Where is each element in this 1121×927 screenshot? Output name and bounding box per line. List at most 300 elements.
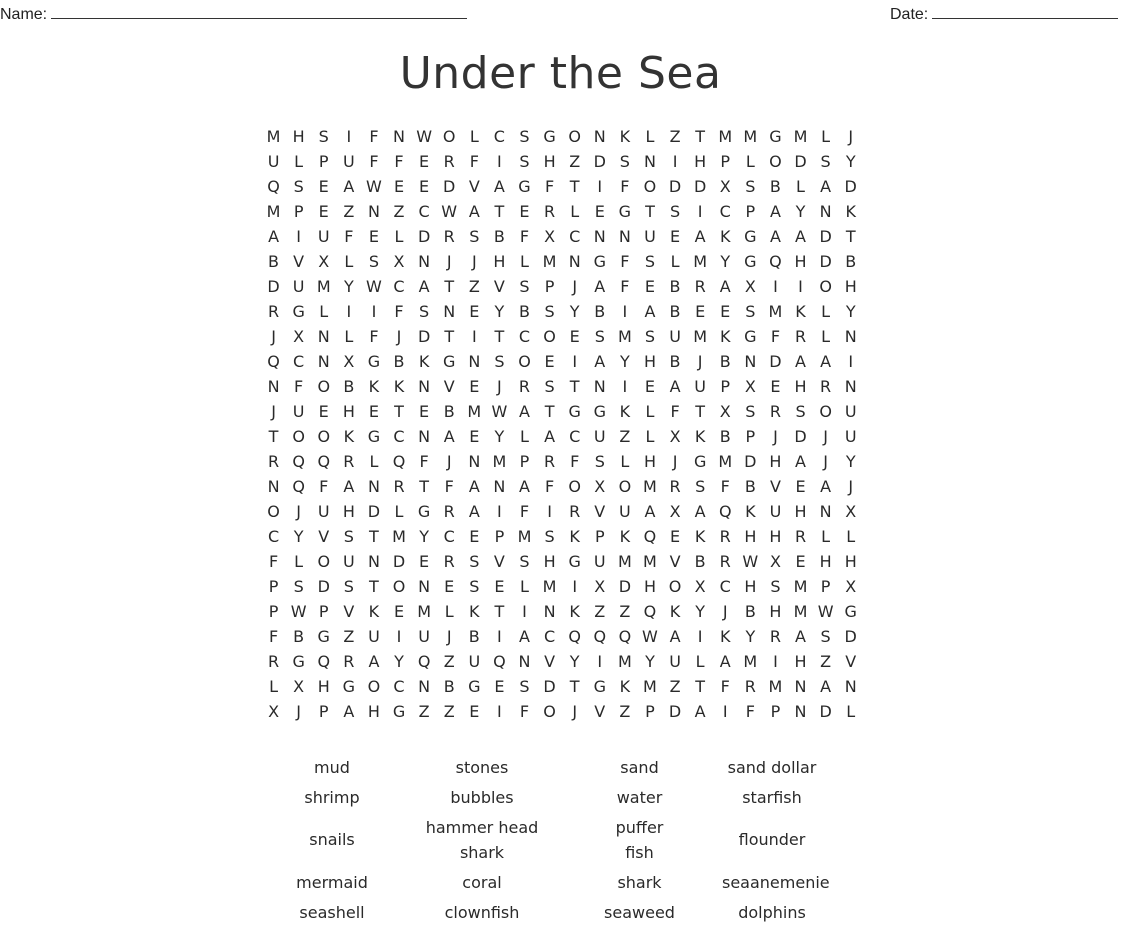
grid-letter[interactable]: X — [544, 227, 556, 246]
grid-letter[interactable]: G — [568, 402, 581, 421]
grid-letter[interactable]: D — [693, 177, 707, 196]
grid-letter[interactable]: W — [290, 602, 307, 621]
grid-letter[interactable]: F — [570, 452, 580, 471]
grid-letter[interactable]: Q — [392, 452, 406, 471]
grid-letter[interactable]: F — [469, 152, 479, 171]
grid-letter[interactable]: S — [293, 577, 304, 596]
grid-letter[interactable]: Z — [820, 652, 832, 671]
grid-letter[interactable]: S — [519, 677, 530, 696]
grid-letter[interactable]: E — [469, 702, 480, 721]
grid-letter[interactable]: X — [845, 502, 857, 521]
grid-letter[interactable]: A — [519, 402, 530, 421]
grid-letter[interactable]: G — [392, 702, 406, 721]
grid-letter[interactable]: I — [848, 352, 854, 371]
grid-letter[interactable]: X — [293, 327, 305, 346]
grid-letter[interactable]: E — [444, 577, 455, 596]
grid-letter[interactable]: U — [844, 427, 857, 446]
grid-letter[interactable]: C — [569, 427, 581, 446]
grid-letter[interactable]: O — [543, 702, 556, 721]
grid-letter[interactable]: B — [669, 302, 681, 321]
grid-letter[interactable]: B — [443, 677, 455, 696]
grid-letter[interactable]: N — [794, 702, 807, 721]
grid-letter[interactable]: K — [694, 527, 706, 546]
grid-letter[interactable]: S — [745, 402, 756, 421]
grid-letter[interactable]: V — [845, 652, 857, 671]
grid-letter[interactable]: I — [497, 702, 502, 721]
grid-letter[interactable]: O — [618, 477, 632, 496]
grid-letter[interactable]: K — [719, 227, 731, 246]
grid-letter[interactable]: V — [544, 652, 556, 671]
grid-letter[interactable]: E — [519, 202, 530, 221]
grid-letter[interactable]: E — [695, 302, 706, 321]
grid-letter[interactable]: V — [493, 552, 505, 571]
grid-letter[interactable]: S — [368, 252, 379, 271]
grid-letter[interactable]: L — [319, 302, 329, 321]
grid-letter[interactable]: R — [669, 477, 681, 496]
grid-letter[interactable]: P — [745, 202, 756, 221]
grid-letter[interactable]: F — [544, 477, 555, 496]
grid-letter[interactable]: M — [793, 577, 808, 596]
grid-letter[interactable]: U — [769, 502, 782, 521]
grid-letter[interactable]: W — [491, 402, 508, 421]
grid-letter[interactable]: H — [769, 602, 782, 621]
grid-letter[interactable]: Y — [569, 652, 580, 671]
grid-letter[interactable]: X — [268, 702, 280, 721]
grid-letter[interactable]: R — [393, 477, 405, 496]
grid-letter[interactable]: L — [645, 127, 655, 146]
grid-letter[interactable]: F — [544, 177, 555, 196]
grid-letter[interactable]: L — [821, 302, 831, 321]
grid-letter[interactable]: J — [722, 602, 728, 621]
grid-letter[interactable]: N — [643, 152, 656, 171]
grid-letter[interactable]: V — [594, 502, 606, 521]
grid-letter[interactable]: L — [645, 402, 655, 421]
grid-letter[interactable]: C — [719, 577, 731, 596]
grid-letter[interactable]: Q — [267, 177, 280, 196]
grid-letter[interactable]: E — [669, 227, 681, 246]
grid-letter[interactable]: O — [267, 502, 280, 521]
grid-letter[interactable]: B — [518, 302, 530, 321]
grid-letter[interactable]: F — [319, 477, 329, 496]
grid-letter[interactable]: L — [469, 127, 479, 146]
grid-letter[interactable]: V — [769, 477, 781, 496]
grid-letter[interactable]: D — [819, 252, 832, 271]
grid-letter[interactable]: M — [617, 652, 632, 671]
grid-letter[interactable]: Q — [593, 627, 607, 646]
date-blank-line[interactable] — [932, 4, 1118, 19]
grid-letter[interactable]: L — [520, 577, 529, 596]
grid-letter[interactable]: T — [569, 677, 580, 696]
grid-letter[interactable]: L — [821, 527, 831, 546]
grid-letter[interactable]: E — [544, 352, 555, 371]
grid-letter[interactable]: G — [417, 502, 431, 521]
grid-letter[interactable]: J — [446, 252, 452, 271]
grid-letter[interactable]: V — [594, 702, 606, 721]
grid-letter[interactable]: X — [744, 277, 756, 296]
grid-letter[interactable]: L — [394, 502, 404, 521]
grid-letter[interactable]: M — [768, 677, 783, 696]
grid-letter[interactable]: U — [317, 502, 330, 521]
grid-letter[interactable]: R — [744, 677, 756, 696]
grid-letter[interactable]: K — [619, 677, 631, 696]
grid-letter[interactable]: X — [594, 477, 606, 496]
grid-letter[interactable]: E — [368, 227, 379, 246]
grid-letter[interactable]: J — [572, 277, 578, 296]
grid-letter[interactable]: Z — [594, 602, 606, 621]
grid-letter[interactable]: M — [643, 477, 657, 496]
grid-letter[interactable]: K — [719, 627, 731, 646]
grid-letter[interactable]: F — [294, 377, 304, 396]
grid-letter[interactable]: K — [745, 502, 756, 521]
grid-letter[interactable]: Y — [845, 452, 856, 471]
grid-letter[interactable]: D — [317, 577, 330, 596]
grid-letter[interactable]: S — [820, 627, 831, 646]
grid-letter[interactable]: T — [494, 327, 505, 346]
grid-letter[interactable]: F — [344, 227, 354, 246]
grid-letter[interactable]: Z — [669, 677, 681, 696]
grid-letter[interactable]: L — [394, 227, 404, 246]
grid-letter[interactable]: Q — [267, 352, 280, 371]
grid-letter[interactable]: E — [469, 427, 480, 446]
grid-letter[interactable]: S — [770, 577, 781, 596]
grid-letter[interactable]: T — [369, 577, 379, 596]
grid-letter[interactable]: R — [769, 402, 781, 421]
grid-letter[interactable]: Z — [669, 127, 681, 146]
grid-letter[interactable]: B — [594, 302, 606, 321]
grid-letter[interactable]: F — [519, 502, 530, 521]
grid-letter[interactable]: J — [823, 452, 828, 471]
grid-letter[interactable]: L — [821, 127, 831, 146]
grid-letter[interactable]: S — [293, 177, 304, 196]
grid-letter[interactable]: X — [393, 252, 405, 271]
grid-letter[interactable]: H — [493, 252, 506, 271]
grid-letter[interactable]: T — [544, 402, 555, 421]
grid-letter[interactable]: W — [642, 627, 658, 646]
grid-letter[interactable]: G — [443, 352, 456, 371]
grid-letter[interactable]: E — [720, 302, 731, 321]
grid-letter[interactable]: M — [693, 252, 708, 271]
grid-letter[interactable]: S — [594, 452, 605, 471]
grid-letter[interactable]: N — [819, 502, 832, 521]
grid-letter[interactable]: S — [745, 302, 756, 321]
grid-letter[interactable]: K — [418, 352, 430, 371]
grid-letter[interactable]: G — [292, 302, 305, 321]
grid-letter[interactable]: O — [568, 127, 581, 146]
grid-letter[interactable]: C — [443, 527, 455, 546]
grid-letter[interactable]: G — [693, 452, 707, 471]
grid-letter[interactable]: C — [493, 127, 505, 146]
grid-letter[interactable]: N — [418, 577, 431, 596]
grid-letter[interactable]: S — [318, 127, 329, 146]
grid-letter[interactable]: I — [346, 302, 352, 321]
grid-letter[interactable]: S — [594, 327, 605, 346]
grid-letter[interactable]: R — [719, 552, 731, 571]
grid-letter[interactable]: S — [469, 552, 480, 571]
grid-letter[interactable]: G — [342, 677, 356, 696]
grid-letter[interactable]: H — [794, 652, 807, 671]
grid-letter[interactable]: E — [393, 602, 405, 621]
grid-letter[interactable]: N — [819, 202, 832, 221]
grid-letter[interactable]: L — [846, 527, 856, 546]
grid-letter[interactable]: X — [669, 427, 681, 446]
grid-letter[interactable]: Y — [795, 202, 806, 221]
grid-letter[interactable]: A — [820, 352, 832, 371]
grid-letter[interactable]: J — [823, 427, 828, 446]
grid-letter[interactable]: H — [794, 502, 807, 521]
grid-letter[interactable]: U — [644, 227, 656, 246]
grid-letter[interactable]: N — [267, 477, 280, 496]
grid-letter[interactable]: F — [419, 452, 429, 471]
grid-letter[interactable]: Y — [394, 652, 404, 671]
grid-letter[interactable]: N — [317, 327, 330, 346]
grid-letter[interactable]: O — [367, 677, 381, 696]
grid-letter[interactable]: H — [342, 502, 355, 521]
grid-letter[interactable]: I — [572, 577, 578, 596]
grid-letter[interactable]: T — [494, 602, 505, 621]
grid-letter[interactable]: H — [844, 552, 857, 571]
grid-letter[interactable]: Z — [343, 627, 355, 646]
grid-letter[interactable]: F — [620, 177, 630, 196]
grid-letter[interactable]: W — [742, 552, 759, 571]
grid-letter[interactable]: I — [497, 502, 502, 521]
grid-letter[interactable]: G — [292, 652, 305, 671]
grid-letter[interactable]: A — [669, 627, 681, 646]
grid-letter[interactable]: I — [572, 352, 578, 371]
grid-letter[interactable]: R — [794, 527, 807, 546]
grid-letter[interactable]: F — [620, 277, 630, 296]
grid-letter[interactable]: P — [820, 577, 831, 596]
grid-letter[interactable]: U — [593, 427, 606, 446]
grid-letter[interactable]: F — [369, 152, 379, 171]
grid-letter[interactable]: N — [518, 652, 531, 671]
grid-letter[interactable]: F — [720, 677, 730, 696]
grid-letter[interactable]: N — [418, 377, 431, 396]
grid-letter[interactable]: M — [542, 577, 557, 596]
grid-letter[interactable]: Z — [468, 277, 480, 296]
grid-letter[interactable]: N — [543, 602, 556, 621]
grid-letter[interactable]: A — [594, 352, 606, 371]
grid-letter[interactable]: Y — [293, 527, 304, 546]
grid-letter[interactable]: I — [622, 302, 628, 321]
grid-letter[interactable]: Y — [645, 652, 655, 671]
grid-letter[interactable]: F — [369, 327, 379, 346]
grid-letter[interactable]: F — [770, 327, 781, 346]
grid-letter[interactable]: E — [318, 177, 329, 196]
grid-letter[interactable]: B — [744, 477, 756, 496]
grid-letter[interactable]: P — [268, 602, 279, 621]
grid-letter[interactable]: S — [544, 527, 555, 546]
grid-letter[interactable]: C — [543, 627, 556, 646]
grid-letter[interactable]: H — [794, 377, 807, 396]
grid-letter[interactable]: D — [668, 177, 682, 196]
grid-letter[interactable]: T — [494, 202, 505, 221]
grid-letter[interactable]: S — [343, 577, 354, 596]
grid-letter[interactable]: E — [594, 202, 605, 221]
grid-letter[interactable]: B — [694, 552, 706, 571]
grid-letter[interactable]: O — [518, 352, 531, 371]
grid-letter[interactable]: E — [644, 377, 655, 396]
grid-letter[interactable]: P — [494, 527, 505, 546]
grid-letter[interactable]: U — [669, 652, 681, 671]
grid-letter[interactable]: S — [644, 252, 656, 271]
grid-letter[interactable]: G — [844, 602, 857, 621]
grid-letter[interactable]: F — [670, 402, 680, 421]
grid-letter[interactable]: B — [468, 627, 480, 646]
grid-letter[interactable]: V — [343, 602, 355, 621]
grid-letter[interactable]: D — [794, 152, 807, 171]
grid-letter[interactable]: H — [794, 252, 807, 271]
grid-letter[interactable]: K — [694, 427, 706, 446]
grid-letter[interactable]: Q — [643, 602, 657, 621]
grid-letter[interactable]: I — [296, 227, 301, 246]
grid-letter[interactable]: L — [294, 552, 304, 571]
grid-letter[interactable]: U — [619, 502, 631, 521]
grid-letter[interactable]: P — [519, 452, 530, 471]
grid-letter[interactable]: J — [672, 452, 678, 471]
grid-letter[interactable]: R — [820, 377, 832, 396]
grid-letter[interactable]: D — [443, 177, 456, 196]
grid-letter[interactable]: J — [848, 127, 854, 146]
grid-letter[interactable]: L — [444, 602, 454, 621]
grid-letter[interactable]: O — [292, 427, 305, 446]
grid-letter[interactable]: S — [619, 152, 630, 171]
grid-letter[interactable]: Z — [619, 427, 631, 446]
grid-letter[interactable]: M — [793, 127, 808, 146]
grid-letter[interactable]: N — [367, 477, 380, 496]
grid-letter[interactable]: F — [394, 302, 404, 321]
grid-letter[interactable]: A — [644, 502, 656, 521]
grid-letter[interactable]: V — [293, 252, 305, 271]
grid-letter[interactable]: I — [497, 152, 502, 171]
grid-letter[interactable]: T — [268, 427, 279, 446]
grid-letter[interactable]: Y — [695, 602, 706, 621]
grid-letter[interactable]: R — [343, 652, 355, 671]
grid-letter[interactable]: J — [271, 402, 276, 421]
grid-letter[interactable]: H — [292, 127, 305, 146]
grid-letter[interactable]: L — [670, 252, 680, 271]
grid-letter[interactable]: T — [695, 677, 706, 696]
grid-letter[interactable]: F — [620, 252, 630, 271]
grid-letter[interactable]: A — [669, 377, 681, 396]
grid-letter[interactable]: A — [694, 502, 706, 521]
grid-letter[interactable]: A — [769, 227, 781, 246]
grid-letter[interactable]: E — [318, 202, 329, 221]
grid-letter[interactable]: M — [617, 327, 632, 346]
grid-letter[interactable]: F — [268, 552, 279, 571]
grid-letter[interactable]: G — [568, 552, 581, 571]
grid-letter[interactable]: O — [392, 577, 406, 596]
grid-letter[interactable]: D — [417, 227, 431, 246]
grid-letter[interactable]: Y — [845, 152, 856, 171]
grid-letter[interactable]: B — [443, 402, 455, 421]
grid-letter[interactable]: K — [469, 602, 480, 621]
grid-letter[interactable]: G — [769, 127, 782, 146]
grid-letter[interactable]: Q — [643, 527, 657, 546]
grid-letter[interactable]: C — [293, 352, 305, 371]
grid-letter[interactable]: F — [720, 477, 730, 496]
grid-letter[interactable]: L — [620, 452, 630, 471]
grid-letter[interactable]: N — [593, 377, 606, 396]
grid-letter[interactable]: J — [296, 702, 301, 721]
grid-letter[interactable]: A — [820, 177, 832, 196]
grid-letter[interactable]: R — [267, 652, 280, 671]
grid-letter[interactable]: G — [593, 402, 606, 421]
grid-letter[interactable]: I — [597, 177, 603, 196]
grid-letter[interactable]: L — [520, 252, 529, 271]
grid-letter[interactable]: Q — [618, 627, 632, 646]
grid-letter[interactable]: V — [318, 527, 330, 546]
grid-letter[interactable]: P — [745, 427, 756, 446]
grid-letter[interactable]: D — [668, 702, 682, 721]
grid-letter[interactable]: U — [342, 152, 355, 171]
grid-letter[interactable]: A — [368, 652, 380, 671]
grid-letter[interactable]: N — [844, 327, 857, 346]
grid-letter[interactable]: R — [267, 302, 280, 321]
grid-letter[interactable]: Y — [619, 352, 630, 371]
grid-letter[interactable]: A — [694, 227, 706, 246]
grid-letter[interactable]: C — [518, 327, 531, 346]
grid-letter[interactable]: E — [770, 377, 781, 396]
grid-letter[interactable]: F — [519, 702, 530, 721]
grid-letter[interactable]: K — [845, 202, 856, 221]
grid-letter[interactable]: A — [694, 702, 706, 721]
grid-letter[interactable]: E — [669, 527, 681, 546]
grid-letter[interactable]: H — [367, 702, 380, 721]
grid-letter[interactable]: N — [593, 127, 606, 146]
grid-letter[interactable]: T — [695, 127, 706, 146]
grid-letter[interactable]: C — [267, 527, 280, 546]
grid-letter[interactable]: N — [744, 352, 757, 371]
grid-letter[interactable]: X — [594, 577, 606, 596]
grid-letter[interactable]: K — [569, 527, 580, 546]
grid-letter[interactable]: R — [443, 552, 455, 571]
grid-letter[interactable]: O — [643, 177, 657, 196]
grid-letter[interactable]: M — [492, 452, 507, 471]
grid-letter[interactable]: P — [544, 277, 555, 296]
grid-letter[interactable]: D — [844, 627, 857, 646]
grid-letter[interactable]: R — [443, 152, 455, 171]
grid-letter[interactable]: K — [368, 377, 380, 396]
grid-letter[interactable]: M — [542, 252, 557, 271]
grid-letter[interactable]: N — [443, 302, 456, 321]
grid-letter[interactable]: Y — [569, 302, 580, 321]
grid-letter[interactable]: S — [695, 477, 706, 496]
grid-letter[interactable]: Q — [568, 627, 581, 646]
grid-letter[interactable]: M — [718, 127, 733, 146]
grid-letter[interactable]: S — [820, 152, 831, 171]
grid-letter[interactable]: G — [593, 252, 606, 271]
grid-letter[interactable]: B — [393, 352, 405, 371]
grid-letter[interactable]: A — [519, 627, 530, 646]
grid-letter[interactable]: U — [694, 377, 706, 396]
grid-letter[interactable]: W — [441, 202, 458, 221]
grid-letter[interactable]: Q — [292, 477, 305, 496]
grid-letter[interactable]: I — [697, 202, 703, 221]
grid-letter[interactable]: I — [672, 152, 678, 171]
grid-letter[interactable]: H — [844, 277, 857, 296]
grid-letter[interactable]: I — [522, 602, 527, 621]
grid-letter[interactable]: U — [292, 402, 305, 421]
grid-letter[interactable]: W — [366, 177, 382, 196]
grid-letter[interactable]: E — [795, 477, 806, 496]
grid-letter[interactable]: H — [317, 677, 330, 696]
grid-letter[interactable]: Y — [494, 427, 505, 446]
grid-letter[interactable]: V — [493, 277, 505, 296]
grid-letter[interactable]: C — [569, 227, 581, 246]
grid-letter[interactable]: D — [744, 452, 757, 471]
grid-letter[interactable]: O — [568, 477, 581, 496]
grid-letter[interactable]: U — [468, 652, 481, 671]
